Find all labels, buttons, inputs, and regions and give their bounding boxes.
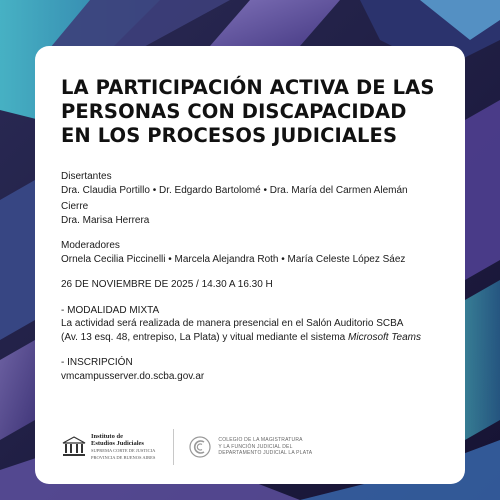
courthouse-icon [61,435,87,459]
speakers-names: Dra. Claudia Portillo • Dr. Edgardo Bartolomé • Dra. María del Carmen Alemán [61,184,408,196]
footer-logos [61,420,439,474]
closing-heading: Cierre [61,201,89,212]
modality-line-2 [61,331,439,345]
title-line-1: LA PARTICIPACIÓN ACTIVA DE LAS [61,76,435,99]
modality-heading: - MODALIDAD MIXTA [61,304,160,316]
college-name-2: Y LA FUNCIÓN JUDICIAL DEL [218,443,293,450]
moderators-names: Ornela Cecilia Piccinelli • Marcela Alejandra Roth • María Celeste López Sáez [61,253,406,265]
closing-name: Dra. Marisa Herrera [61,214,150,226]
title-line-2: PERSONAS CON DISCAPACIDAD [61,100,407,123]
institute-sub-1: SUPREMA CORTE DE JUSTICIA [91,448,156,453]
modality-line-2-text: (Av. 13 esq. 48, entrepiso, La Plata) y vitual mediante el sistema [61,331,349,343]
speakers-heading: Disertantes [61,171,112,182]
moderators-heading: Moderadores [61,240,120,251]
college-name-3: DEPARTAMENTO JUDICIAL LA PLATA [218,450,313,457]
content-card [35,46,465,484]
registration-url[interactable]: vmcampusserver.do.scba.gov.ar [61,370,205,382]
logo-divider [173,429,174,465]
title-line-3: EN LOS PROCESOS JUDICIALES [61,124,398,147]
institute-name-1: Instituto de [91,433,123,440]
institute-name-2: Estudios Judiciales [91,440,144,447]
platform-name: Microsoft Teams [348,331,421,343]
event-date-time: 26 DE NOVIEMBRE DE 2025 / 14.30 A 16.30 H [61,279,273,290]
event-details [61,170,439,383]
event-title [61,76,439,148]
registration-heading: - INSCRIPCIÓN [61,357,133,368]
college-name-1: COLEGIO DE LA MAGISTRATURA [218,437,303,444]
college-logo [188,435,312,459]
institute-sub-2: PROVINCIA DE BUENOS AIRES [91,455,156,460]
rotating-c-emblem-icon [188,435,212,459]
institute-logo [61,433,155,461]
modality-line-1: La actividad será realizada de manera presencial en el Salón Auditorio SCBA [61,318,404,329]
